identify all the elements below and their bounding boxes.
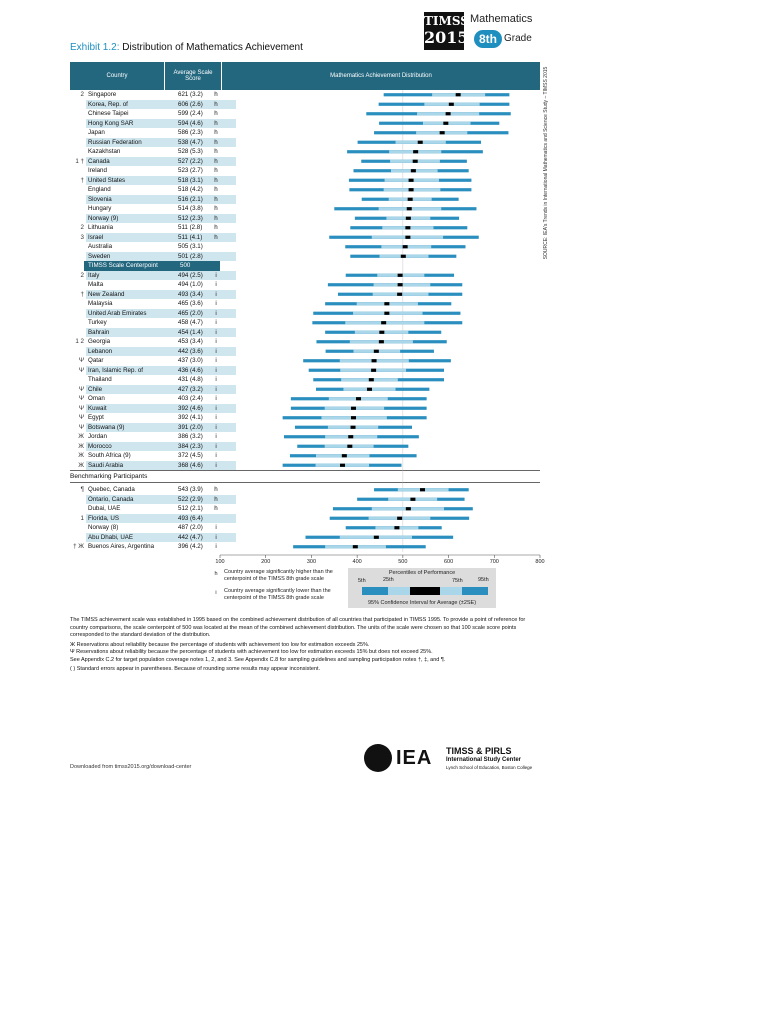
- country-name: Singapore: [88, 91, 117, 98]
- country-significance: i: [215, 442, 217, 450]
- centerpoint-label: TIMSS Scale Centerpoint: [88, 262, 158, 269]
- benchmark-average: 543 (3.9): [178, 486, 203, 493]
- country-note: Ψ: [78, 366, 84, 374]
- country-significance: h: [214, 157, 218, 165]
- country-ci-mark: [413, 160, 418, 163]
- header-average: Average Scale Score: [165, 62, 221, 90]
- x-tick-label-300: 300: [306, 559, 317, 565]
- country-average: 453 (3.4): [178, 338, 203, 345]
- country-significance: i: [215, 461, 217, 469]
- country-note: 2: [80, 91, 84, 98]
- logo-grade-word: Grade: [504, 33, 532, 44]
- country-ci-mark: [413, 150, 418, 153]
- country-average: 494 (2.5): [178, 271, 203, 279]
- country-significance: i: [215, 300, 217, 307]
- country-name: Lithuania: [88, 224, 114, 231]
- x-tick-label-400: 400: [352, 559, 362, 565]
- p25-label: 25th: [383, 577, 394, 583]
- country-average: 523 (2.7): [178, 167, 203, 174]
- footer-note-4: See Appendix C.2 for target population coverage notes 1, 2, and 3. See Appendix C.8 for sampling guidelines and sampling participation notes †, ‡, and ¶.: [70, 656, 446, 663]
- country-name: Jordan: [88, 433, 107, 440]
- country-name: Kazakhstan: [88, 148, 121, 155]
- exhibit-label: Exhibit 1.2:: [70, 42, 120, 53]
- country-average: 505 (3.1): [178, 243, 203, 250]
- country-note: Ж: [78, 442, 84, 450]
- country-significance: i: [215, 404, 217, 412]
- percentile-legend-title: Percentiles of Performance: [388, 570, 456, 576]
- benchmark-ci-mark: [353, 545, 358, 548]
- country-average: 427 (3.2): [178, 385, 203, 393]
- benchmark-average: 487 (2.0): [178, 524, 203, 531]
- source-text: SOURCE: IEA's Trends in International Mathematics and Science Study – TIMSS 2015: [543, 66, 549, 259]
- country-average: 384 (2.3): [178, 442, 203, 450]
- country-name: New Zealand: [86, 290, 236, 300]
- country-name: Botswana (9): [86, 423, 236, 433]
- country-significance: h: [214, 214, 218, 222]
- country-significance: h: [214, 110, 218, 117]
- country-average: 436 (4.6): [178, 366, 203, 374]
- x-tick-label-500: 500: [398, 559, 408, 565]
- country-ci-mark: [367, 388, 372, 391]
- country-name: Bahrain: [86, 328, 236, 338]
- country-significance: i: [215, 338, 217, 345]
- benchmark-name: Buenos Aires, Argentina: [88, 543, 155, 550]
- country-average: 511 (2.8): [178, 224, 203, 231]
- country-average: 528 (5.3): [178, 148, 203, 155]
- country-average: 454 (1.4): [178, 328, 203, 336]
- benchmark-average: 512 (2.1): [178, 505, 203, 512]
- country-ci-mark: [347, 445, 352, 448]
- benchmark-significance: i: [215, 543, 217, 550]
- country-ci-mark: [351, 407, 356, 410]
- country-average: 518 (4.2): [178, 186, 203, 193]
- benchmark-name: Norway (8): [88, 524, 119, 531]
- country-ci-mark: [340, 464, 345, 467]
- country-significance: i: [215, 423, 217, 431]
- country-significance: i: [215, 271, 217, 279]
- country-average: 437 (3.0): [178, 357, 203, 364]
- country-ci-mark: [409, 179, 414, 182]
- x-tick-label-800: 800: [535, 559, 545, 565]
- benchmark-significance: h: [214, 486, 218, 493]
- country-note: Ψ: [78, 404, 84, 412]
- legend-ci-bar: [410, 587, 440, 595]
- country-ci-mark: [407, 207, 412, 210]
- benchmark-name: Dubai, UAE: [88, 505, 121, 512]
- country-ci-mark: [403, 245, 408, 248]
- country-name: Georgia: [88, 338, 111, 345]
- country-average: 606 (2.6): [178, 100, 203, 108]
- legend-h-symbol: h: [214, 571, 218, 577]
- iea-logo: [364, 744, 544, 774]
- country-average: 538 (4.7): [178, 138, 203, 146]
- country-name: Sweden: [86, 252, 236, 262]
- country-name: Japan: [88, 129, 105, 136]
- country-ci-mark: [411, 169, 416, 172]
- benchmark-average: 522 (2.9): [178, 495, 203, 503]
- center-name-2: International Study Center: [446, 757, 522, 763]
- country-significance: i: [215, 433, 217, 440]
- country-ci-mark: [418, 141, 423, 144]
- country-ci-mark: [379, 340, 384, 343]
- benchmark-note: 1: [80, 514, 84, 522]
- country-ci-mark: [351, 416, 356, 419]
- country-name: Norway (9): [86, 214, 236, 224]
- country-name: Canada: [86, 157, 236, 167]
- benchmark-ci-mark: [374, 536, 379, 539]
- country-significance: h: [214, 138, 218, 146]
- country-ci-mark: [406, 217, 411, 220]
- country-average: 516 (2.1): [178, 195, 203, 203]
- country-average: 372 (4.5): [178, 452, 203, 459]
- country-name: Ireland: [88, 167, 107, 174]
- legend-ci-label: 95% Confidence Interval for Average (±2SE): [367, 600, 477, 606]
- country-ci-mark: [456, 93, 461, 96]
- country-ci-mark: [409, 188, 414, 191]
- country-note: Ж: [78, 433, 84, 440]
- country-note: †: [80, 290, 84, 298]
- country-significance: h: [214, 129, 218, 136]
- country-name: Chile: [86, 385, 236, 395]
- country-average: 431 (4.8): [178, 376, 203, 383]
- country-ci-mark: [348, 435, 353, 438]
- country-significance: h: [214, 167, 218, 174]
- country-significance: h: [214, 148, 218, 155]
- country-ci-mark: [372, 359, 377, 362]
- country-ci-mark: [398, 283, 403, 286]
- country-significance: h: [214, 233, 218, 241]
- iea-globe-icon: [364, 744, 392, 772]
- logo-grade-number: 8th: [474, 30, 502, 48]
- country-name: Korea, Rep. of: [86, 100, 236, 110]
- footer-note-2: Ж Reservations about reliability because the percentage of students with achievement too low for estimation exceeds 25%.: [70, 641, 370, 648]
- country-significance: i: [215, 309, 217, 317]
- benchmark-average: 396 (4.2): [178, 543, 203, 550]
- benchmark-name: Abu Dhabi, UAE: [86, 533, 236, 543]
- header-distribution: Mathematics Achievement Distribution: [222, 62, 540, 90]
- country-name: England: [88, 186, 111, 193]
- footer-note-1: The TIMSS achievement scale was established in 1995 based on the combined achievement distribution of all countries that participated in TIMSS 1995. To provide a point of reference for country comparisons, the scale centerpoint of 500 was located at the mean of the combined achievement distribution. The units of the scale were chosen so that 100 scale score points corresponded to the standard deviation of the distribution.: [70, 617, 526, 638]
- country-average: 501 (2.8): [178, 252, 203, 260]
- benchmark-ci-mark: [410, 498, 415, 501]
- benchmark-ci-mark: [420, 488, 425, 491]
- country-ci-mark: [449, 103, 454, 106]
- benchmark-significance: h: [214, 495, 218, 503]
- x-tick-label-100: 100: [215, 559, 225, 565]
- p75-label: 75th: [452, 578, 463, 584]
- logo-timss: TIMSS: [424, 14, 469, 28]
- country-average: 527 (2.2): [178, 157, 203, 165]
- benchmark-ci-mark: [406, 507, 411, 510]
- country-name: United States: [86, 176, 236, 186]
- country-name: Hungary: [88, 205, 112, 212]
- country-name: Qatar: [88, 357, 104, 364]
- country-note: Ψ: [78, 395, 84, 402]
- country-name: Thailand: [88, 376, 112, 383]
- country-name: Morocco: [86, 442, 236, 452]
- country-average: 599 (2.4): [178, 110, 203, 117]
- benchmark-label: Benchmarking Participants: [70, 473, 148, 480]
- country-ci-mark: [342, 454, 347, 457]
- country-average: 442 (3.6): [178, 347, 203, 355]
- country-significance: i: [215, 357, 217, 364]
- benchmark-name: Quebec, Canada: [88, 486, 135, 493]
- benchmark-significance: i: [215, 533, 217, 541]
- iea-name: IEA: [396, 747, 433, 769]
- country-average: 586 (2.3): [178, 129, 203, 136]
- country-significance: i: [215, 452, 217, 459]
- country-ci-mark: [371, 369, 376, 372]
- country-ci-mark: [374, 350, 379, 353]
- country-significance: i: [215, 366, 217, 374]
- country-average: 511 (4.1): [178, 233, 203, 241]
- country-name: United Arab Emirates: [86, 309, 236, 319]
- p5-label: 5th: [358, 578, 366, 584]
- country-name: Russian Federation: [86, 138, 236, 148]
- country-ci-mark: [384, 302, 389, 305]
- country-average: 458 (4.7): [178, 319, 203, 326]
- country-ci-mark: [351, 426, 356, 429]
- country-significance: i: [215, 319, 217, 326]
- country-name: Kuwait: [86, 404, 236, 414]
- country-significance: i: [215, 290, 217, 298]
- download-link[interactable]: Downloaded from timss2015.org/download-center: [70, 764, 192, 770]
- country-average: 594 (4.6): [178, 119, 203, 127]
- benchmark-ci-mark: [394, 526, 399, 529]
- country-average: 368 (4.6): [178, 461, 203, 469]
- footer-note-5: ( ) Standard errors appear in parentheses. Because of rounding some results may appear inconsistent.: [70, 666, 321, 672]
- country-note: 1 †: [75, 157, 84, 165]
- country-ci-mark: [440, 131, 445, 134]
- country-note: Ψ: [78, 385, 84, 393]
- country-name: Slovenia: [86, 195, 236, 205]
- country-ci-mark: [384, 312, 389, 315]
- country-average: 621 (3.2): [178, 91, 203, 98]
- country-ci-mark: [356, 397, 361, 400]
- country-average: 403 (2.4): [178, 395, 203, 402]
- legend-lower: Country average significantly lower than the centerpoint of the TIMSS 8th grade scale: [224, 588, 331, 601]
- country-note: 3: [80, 233, 84, 241]
- country-ci-mark: [369, 378, 374, 381]
- exhibit-text: Distribution of Mathematics Achievement: [122, 42, 303, 53]
- country-note: 2: [80, 224, 84, 231]
- country-significance: h: [214, 176, 218, 184]
- country-name: Malta: [88, 281, 104, 288]
- country-ci-mark: [379, 331, 384, 334]
- country-significance: h: [214, 186, 218, 193]
- country-note: Ж: [78, 452, 84, 459]
- country-significance: i: [215, 347, 217, 355]
- country-significance: h: [214, 119, 218, 127]
- benchmark-significance: h: [214, 505, 218, 512]
- country-ci-mark: [398, 274, 403, 277]
- benchmark-average: 493 (6.4): [178, 514, 203, 522]
- benchmark-note: † Ж: [73, 543, 84, 550]
- country-significance: h: [214, 91, 218, 98]
- country-average: 493 (3.4): [178, 290, 203, 298]
- country-note: 2: [80, 271, 84, 279]
- benchmark-note: ¶: [80, 486, 84, 493]
- country-significance: i: [215, 385, 217, 393]
- country-significance: h: [214, 205, 218, 212]
- country-ci-mark: [408, 198, 413, 201]
- country-note: †: [80, 176, 84, 184]
- country-average: 512 (2.3): [178, 214, 203, 222]
- country-name: Oman: [88, 395, 105, 402]
- country-ci-mark: [397, 293, 402, 296]
- country-average: 392 (4.6): [178, 404, 203, 412]
- benchmark-average: 442 (4.7): [178, 533, 203, 541]
- country-name: Malaysia: [88, 300, 113, 307]
- country-note: Ж: [78, 461, 84, 469]
- country-significance: i: [215, 328, 217, 336]
- country-significance: h: [214, 100, 218, 108]
- country-average: 514 (3.8): [178, 205, 203, 212]
- country-name: Italy: [86, 271, 236, 281]
- country-significance: i: [215, 281, 217, 288]
- country-significance: h: [214, 195, 218, 203]
- country-significance: i: [215, 395, 217, 402]
- x-tick-label-200: 200: [261, 559, 271, 565]
- benchmark-name: Florida, US: [86, 514, 236, 524]
- country-average: 494 (1.0): [178, 281, 203, 288]
- x-tick-label-600: 600: [443, 559, 454, 565]
- centerpoint-value: 500: [180, 262, 191, 269]
- country-name: Chinese Taipei: [88, 110, 129, 117]
- country-name: Hong Kong SAR: [86, 119, 236, 129]
- country-average: 518 (3.1): [178, 176, 203, 184]
- country-name: Turkey: [88, 319, 107, 326]
- header-country: Country: [70, 62, 164, 90]
- country-note: Ψ: [78, 423, 84, 431]
- country-ci-mark: [446, 112, 451, 115]
- country-name: Saudi Arabia: [86, 461, 236, 471]
- country-significance: i: [215, 414, 217, 421]
- country-ci-mark: [405, 226, 410, 229]
- country-average: 391 (2.0): [178, 423, 203, 431]
- country-average: 465 (2.0): [178, 309, 203, 317]
- country-name: South Africa (9): [88, 452, 131, 459]
- footer-notes: [70, 617, 540, 674]
- center-name-3: Lynch School of Education, Boston College: [446, 765, 533, 770]
- country-note: Ψ: [78, 414, 84, 421]
- country-name: Israel: [86, 233, 236, 243]
- country-average: 386 (3.2): [178, 433, 203, 440]
- country-significance: i: [215, 376, 217, 383]
- logo-subject: Mathematics: [470, 13, 533, 25]
- country-ci-mark: [381, 321, 386, 324]
- footer-note-3: Ψ Reservations about reliability because the percentage of students with achievement too low for estimation exceeds 15% but does not exceed 25%.: [70, 649, 433, 655]
- country-name: Australia: [88, 243, 113, 250]
- p95-label: 95th: [478, 577, 489, 583]
- benchmark-ci-mark: [397, 517, 402, 520]
- country-ci-mark: [443, 122, 448, 125]
- benchmark-significance: i: [215, 524, 217, 531]
- benchmark-name: Ontario, Canada: [86, 495, 236, 505]
- logo-year: 2015: [424, 28, 469, 47]
- country-note: 1 2: [75, 338, 84, 345]
- country-ci-mark: [405, 236, 410, 239]
- country-ci-mark: [401, 255, 406, 258]
- country-name: Iran, Islamic Rep. of: [86, 366, 236, 376]
- country-average: 392 (4.1): [178, 414, 203, 421]
- legend-higher: Country average significantly higher than the centerpoint of the TIMSS 8th grade scale: [224, 569, 333, 582]
- country-average: 465 (3.6): [178, 300, 203, 307]
- x-tick-label-700: 700: [489, 559, 499, 565]
- country-note: Ψ: [78, 357, 84, 364]
- country-name: Egypt: [88, 414, 104, 421]
- center-name-1: TIMSS & PIRLS: [446, 746, 512, 756]
- country-name: Lebanon: [86, 347, 236, 357]
- country-significance: h: [214, 224, 218, 231]
- legend-i-symbol: i: [215, 590, 217, 596]
